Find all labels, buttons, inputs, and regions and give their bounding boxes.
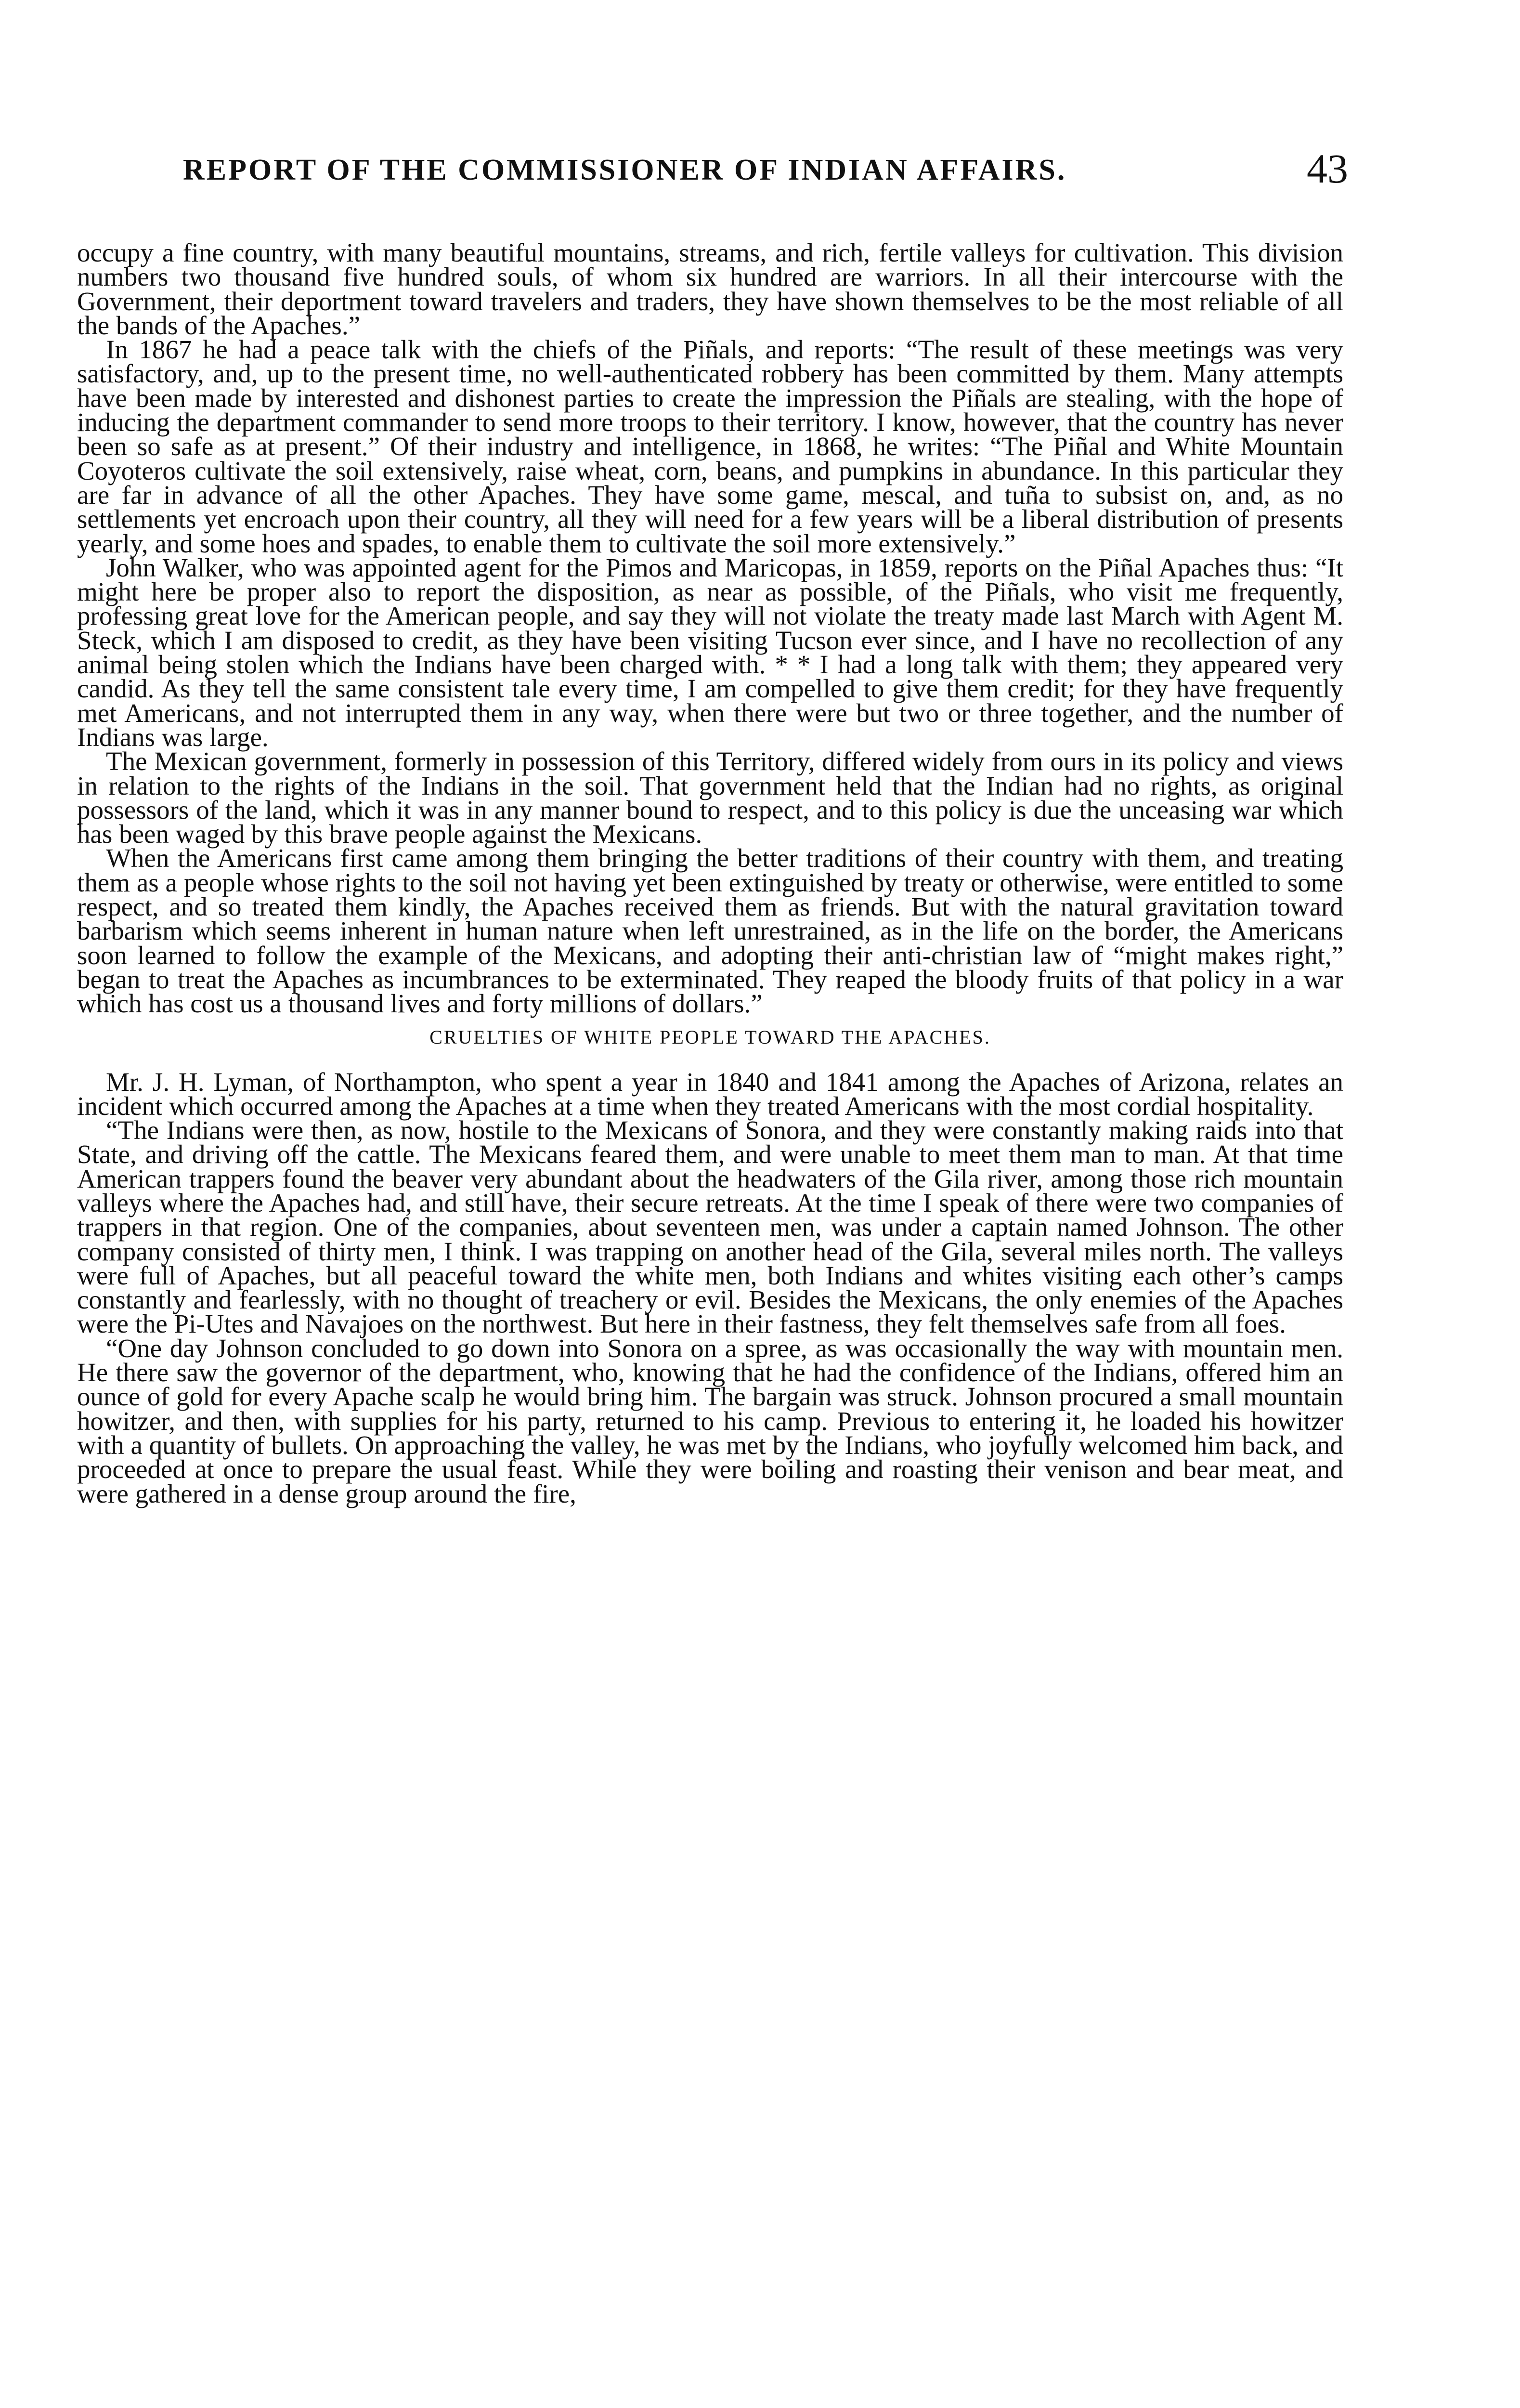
paragraph-americans-arrival: When the Americans first came among them bringing the better traditions of their country with them, and treating them as a people whose rights to the soil not having yet been extinguished by treaty or otherwise, were entitled to some respect, and so treated them kindly, the Apaches received them as friends. But with the natural gravitation toward barbarism which seems inherent in human nature when left unrestrained, as in the life on the border, the Americans soon learned to follow the example of the Mexicans, and adopting their anti-christian law of “might makes right,” began to treat the Apaches as incumbrances to be exterminated. They reaped the bloody fruits of that policy in a war which has cost us a thousand lives and forty millions of dollars.” [77,843,1343,1019]
section-heading: CRUELTIES OF WHITE PEOPLE TOWARD THE APACHES. [429,1026,991,1048]
paragraph-mexican-government: The Mexican government, formerly in possession of this Territory, differed widely from ours in its policy and views in relation to the rights of the Indians in the soil. That government held that the Indian had no rights, as original possessors of the land, which it was in any manner bound to respect, and to this policy is due the unceasing war which has been waged by this brave people against the Mexicans. [77,746,1343,849]
paragraph-pinal-peace-talk: In 1867 he had a peace talk with the chiefs of the Piñals, and reports: “The result of these meetings was very satisfactory, and, up to the present time, no well-authenticated robbery has been committed by them. Many attempts have been made by interested and dishonest parties to create the impression the Piñals are stealing, with the hope of inducing the department commander to send more troops to their territory. I know, however, that the country has never been so safe as at present.” Of their industry and intelligence, in 1868, he writes: “The Piñal and White Mountain Coyoteros cultivate the soil extensively, raise wheat, corn, beans, and pumpkins in abundance. In this particular they are far in advance of all the other Apaches. They have some game, mescal, and tuña to subsist on, and, as no settlements yet encroach upon their country, all they will need for a few years will be a liberal distribution of presents yearly, and some hoes and spades, to enable them to cultivate the soil more extensively.” [77,335,1343,558]
paragraph-lyman-intro: Mr. J. H. Lyman, of Northampton, who spent a year in 1840 and 1841 among the Apaches of Arizona, relates an incident which occurred among the Apaches at a time when they treated Americans with the most cordial hospitality. [77,1067,1343,1121]
paragraph-continuation: occupy a fine country, with many beautiful mountains, streams, and rich, fertile valleys for cultivation. This division numbers two thousand five hundred souls, of whom six hundred are warriors. In all their intercourse with the Government, their deportment toward travelers and traders, they have shown themselves to be the most reliable of all the bands of the Apaches.” [77,238,1343,340]
paragraph-indians-hostile: “The Indians were then, as now, hostile to the Mexicans of Sonora, and they were constantly making raids into that State, and driving off the cattle. The Mexicans feared them, and were unable to meet them man to man. At that time American trappers found the beaver very abundant about the headwaters of the Gila river, among those rich mountain valleys where the Apaches had, and still have, their secure retreats. At the time I speak of there were two companies of trappers in that region. One of the companies, about seventeen men, was under a captain named Johnson. The other company consisted of thirty men, I think. I was trapping on another head of the Gila, several miles north. The valleys were full of Apaches, but all peaceful toward the white men, both Indians and whites visiting each other’s camps constantly and fearlessly, with no thought of treachery or evil. Besides the Mexicans, the only enemies of the Apaches were the Pi-Utes and Navajoes on the northwest. But here in their fastness, they felt themselves safe from all foes. [77,1115,1343,1339]
page-number: 43 [1307,145,1348,192]
paragraph-john-walker: John Walker, who was appointed agent for the Pimos and Maricopas, in 1859, reports on the Piñal Apaches thus: “It might here be proper also to report the disposition, as near as possible, of the Piñals, who visit me frequently, professing great love for the American people, and say they will not violate the treaty made last March with Agent M. Steck, which I am disposed to credit, as they have been visiting Tucson ever since, and I have no recollection of any animal being stolen which the Indians have been charged with. * * I had a long talk with them; they appeared very candid. As they tell the same consistent tale every time, I am compelled to give them credit; for they have frequently met Americans, and not interrupted them in any way, when there were but two or three together, and the number of Indians was large. [77,552,1343,752]
page-header [0,144,1372,197]
paragraph-johnson-spree: “One day Johnson concluded to go down into Sonora on a spree, as was occasionally the way with mountain men. He there saw the governor of the department, who, knowing that he had the confidence of the Indians, offered him an ounce of gold for every Apache scalp he would bring him. The bargain was struck. Johnson procured a small mountain howitzer, and then, with supplies for his party, returned to his camp. Previous to entering it, he loaded his howitzer with a quantity of bullets. On approaching the valley, he was met by the Indians, who joyfully welcomed him back, and proceeded at once to prepare the usual feast. While they were boiling and roasting their venison and bear meat, and were gathered in a dense group around the fire, [77,1333,1343,1508]
running-head: REPORT OF THE COMMISSIONER OF INDIAN AFFAIRS. [183,154,1067,186]
body-text [77,238,1343,1508]
